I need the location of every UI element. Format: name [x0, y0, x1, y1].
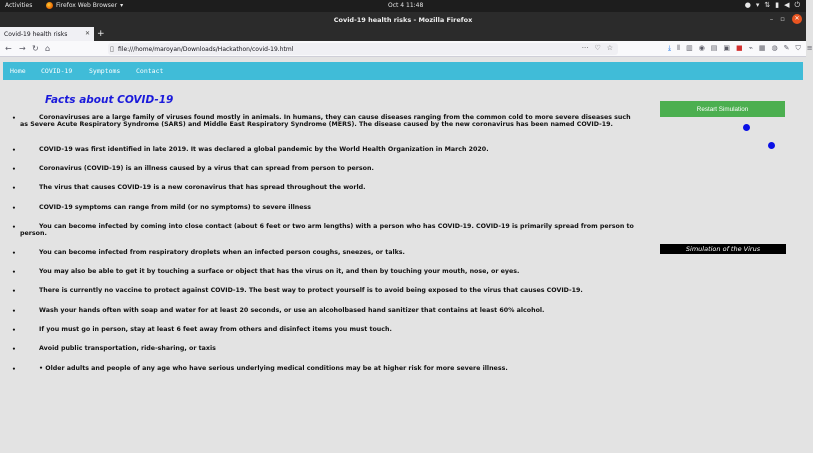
restart-simulation-button[interactable]: Restart Simulation	[660, 101, 785, 117]
list-item: • There is currently no vaccine to protect against COVID-19. The best way to protect yourself is to avoid being exposed to the virus that causes COVID-19.	[12, 287, 583, 295]
minimize-icon[interactable]: –	[769, 15, 774, 23]
home-icon[interactable]: ⌂	[45, 44, 51, 53]
reload-icon[interactable]: ↻	[32, 44, 39, 53]
window-controls	[770, 14, 802, 24]
network-icon: ⇅	[764, 1, 771, 9]
fact-text: • Older adults and people of any age who have serious underlying medical conditions may be at higher risk for more severe illness.	[39, 365, 508, 372]
fact-text: The virus that causes COVID-19 is a new coronavirus that has spread throughout the world.	[39, 184, 366, 191]
fact-text: COVID-19 symptoms can range from mild (or no symptoms) to severe illness	[39, 204, 312, 211]
file-icon: ▯	[110, 45, 114, 53]
power-icon: ⏻	[794, 1, 800, 9]
address-bar[interactable]	[108, 43, 618, 55]
wifi-icon: ▾	[755, 1, 760, 9]
nav-link-home[interactable]: Home	[10, 67, 26, 75]
firefox-icon	[46, 2, 53, 9]
shield-icon[interactable]: ⛉	[795, 44, 801, 52]
virus-particle	[743, 124, 750, 131]
list-item: • The virus that causes COVID-19 is a new coronavirus that has spread throughout the world.	[12, 184, 366, 192]
window-title: Covid-19 health risks - Mozilla Firefox	[333, 16, 473, 24]
maximize-icon[interactable]: ▫	[780, 15, 785, 23]
list-item: • You can become infected by coming into close contact (about 6 feet or two arm lengths) with a person who has COVID-19. COVID-19 is primarily spread from person to person.	[12, 223, 634, 237]
list-item: • COVID-19 was first identified in late 2019. It was declared a global pandemic by the World Health Organization in March 2020.	[12, 146, 489, 154]
url-actions	[582, 44, 613, 52]
virus-particle	[768, 142, 775, 149]
pocket-icon[interactable]: ♡	[594, 44, 601, 52]
list-item: • COVID-19 symptoms can range from mild (or no symptoms) to severe illness	[12, 204, 312, 212]
forward-icon[interactable]: →	[19, 44, 26, 53]
list-item: • Avoid public transportation, ride-sharing, or taxis	[12, 345, 216, 353]
fact-text: Wash your hands often with soap and water for at least 20 seconds, or use an alcoholbased hand sanitizer that contains at least 60% alcohol.	[39, 307, 545, 314]
microphone-icon: ▮	[775, 1, 780, 9]
fact-text: If you must go in person, stay at least 6 feet away from others and disinfect items you must touch.	[39, 326, 392, 333]
fact-text: You can become infected from respiratory droplets when an infected person coughs, sneezes, or talks.	[39, 249, 405, 256]
extension-icon[interactable]: ✎	[783, 44, 790, 52]
account-icon[interactable]: ◉	[698, 44, 705, 52]
list-item: • • Older adults and people of any age who have serious underlying medical conditions may be at higher risk for more severe illness.	[12, 365, 508, 373]
window-title-bar[interactable]	[0, 12, 806, 27]
page-actions-icon[interactable]: ···	[581, 44, 589, 52]
page-content	[0, 58, 806, 453]
page-title: Facts about COVID-19	[45, 94, 174, 106]
list-item: • Coronavirus (COVID-19) is an illness caused by a virus that can spread from person to person.	[12, 165, 374, 173]
system-tray[interactable]	[745, 1, 800, 10]
clock[interactable]: Oct 4 11:48	[388, 2, 424, 9]
toolbar-icons	[668, 44, 813, 53]
downloads-icon[interactable]: ⤓	[668, 44, 672, 52]
list-item: • You may also be able to get it by touching a surface or object that has the virus on it, and then by touching your mouth, nose, or eyes.	[12, 268, 520, 276]
pdf-extension-icon[interactable]: ■	[736, 44, 743, 52]
list-item: • You can become infected from respiratory droplets when an infected person coughs, sneezes, or talks.	[12, 249, 405, 257]
close-tab-icon[interactable]: ✕	[84, 30, 90, 37]
fact-text: You can become infected by coming into close contact (about 6 feet or two arm lengths) with a person who has COVID-19. COVID-19 is primarily spread from person to person.	[20, 223, 634, 237]
nav-link-covid19[interactable]: COVID-19	[41, 67, 73, 75]
fact-text: COVID-19 was first identified in late 2019. It was declared a global pandemic by the World Health Organization in March 2020.	[39, 146, 489, 153]
fact-text: Coronaviruses are a large family of viruses found mostly in animals. In humans, they can cause diseases ranging from the common cold to more severe diseases such as Severe Acute Respiratory Syndrome (SARS) and Middle East Respiratory Syndrome (MERS). The disease caused by the new coronavirus has been named COVID-19.	[20, 114, 631, 128]
extension-icon[interactable]: ⌁	[748, 44, 753, 52]
fact-text: You may also be able to get it by touching a surface or object that has the virus on it, and then by touching your mouth, nose, or eyes.	[39, 268, 520, 275]
menu-icon[interactable]: ≡	[806, 44, 813, 52]
nav-link-symptoms[interactable]: Symptoms	[89, 67, 121, 75]
simulation-caption: Simulation of the Virus	[660, 244, 786, 254]
browser-tab[interactable]	[0, 27, 94, 41]
system-top-bar	[0, 0, 806, 12]
app-menu-label: Firefox Web Browser	[56, 2, 118, 9]
sidebar-icon[interactable]: ▥	[686, 44, 693, 52]
extension-icon[interactable]: ▣	[723, 44, 731, 52]
chevron-down-icon: ▾	[120, 2, 124, 9]
tab-title: Covid-19 health risks	[4, 31, 68, 38]
url-text: file:///home/maroyan/Downloads/Hackathon/covid-19.html	[118, 46, 294, 53]
list-item: • If you must go in person, stay at least 6 feet away from others and disinfect items you must touch.	[12, 326, 392, 334]
fact-text: There is currently no vaccine to protect against COVID-19. The best way to protect yourself is to avoid being exposed to the virus that causes COVID-19.	[39, 287, 583, 294]
library-icon[interactable]: ⫴	[677, 44, 681, 52]
reader-icon[interactable]: ▤	[710, 44, 718, 52]
nav-link-contact[interactable]: Contact	[136, 67, 164, 75]
list-item: • Coronaviruses are a large family of viruses found mostly in animals. In humans, they can cause diseases ranging from the common cold to more severe diseases such as Severe Acute Respiratory Syndrome (SARS) and Middle East Respiratory Syndrome (MERS). The disease caused by the new coronavirus has been named COVID-19.	[12, 114, 631, 128]
new-tab-button[interactable]: +	[97, 29, 105, 39]
list-item: • Wash your hands often with soap and water for at least 20 seconds, or use an alcoholbased hand sanitizer that contains at least 60% alcohol.	[12, 307, 545, 315]
close-window-button[interactable]: ✕	[792, 14, 802, 24]
fact-text: Avoid public transportation, ride-sharing, or taxis	[39, 345, 216, 352]
discord-icon[interactable]: ●	[744, 1, 751, 9]
extension-icon[interactable]: ▦	[758, 44, 766, 52]
back-icon[interactable]: ←	[5, 44, 12, 53]
volume-icon: ◀	[784, 1, 790, 9]
bookmark-star-icon[interactable]: ☆	[606, 44, 613, 52]
site-nav-bar	[3, 62, 803, 80]
tab-strip	[0, 27, 806, 41]
app-menu[interactable]	[46, 2, 123, 9]
fact-text: Coronavirus (COVID-19) is an illness caused by a virus that can spread from person to person.	[39, 165, 374, 172]
browser-toolbar	[0, 41, 813, 57]
activities-button[interactable]: Activities	[5, 2, 33, 9]
extension-icon[interactable]: ◍	[771, 44, 778, 52]
